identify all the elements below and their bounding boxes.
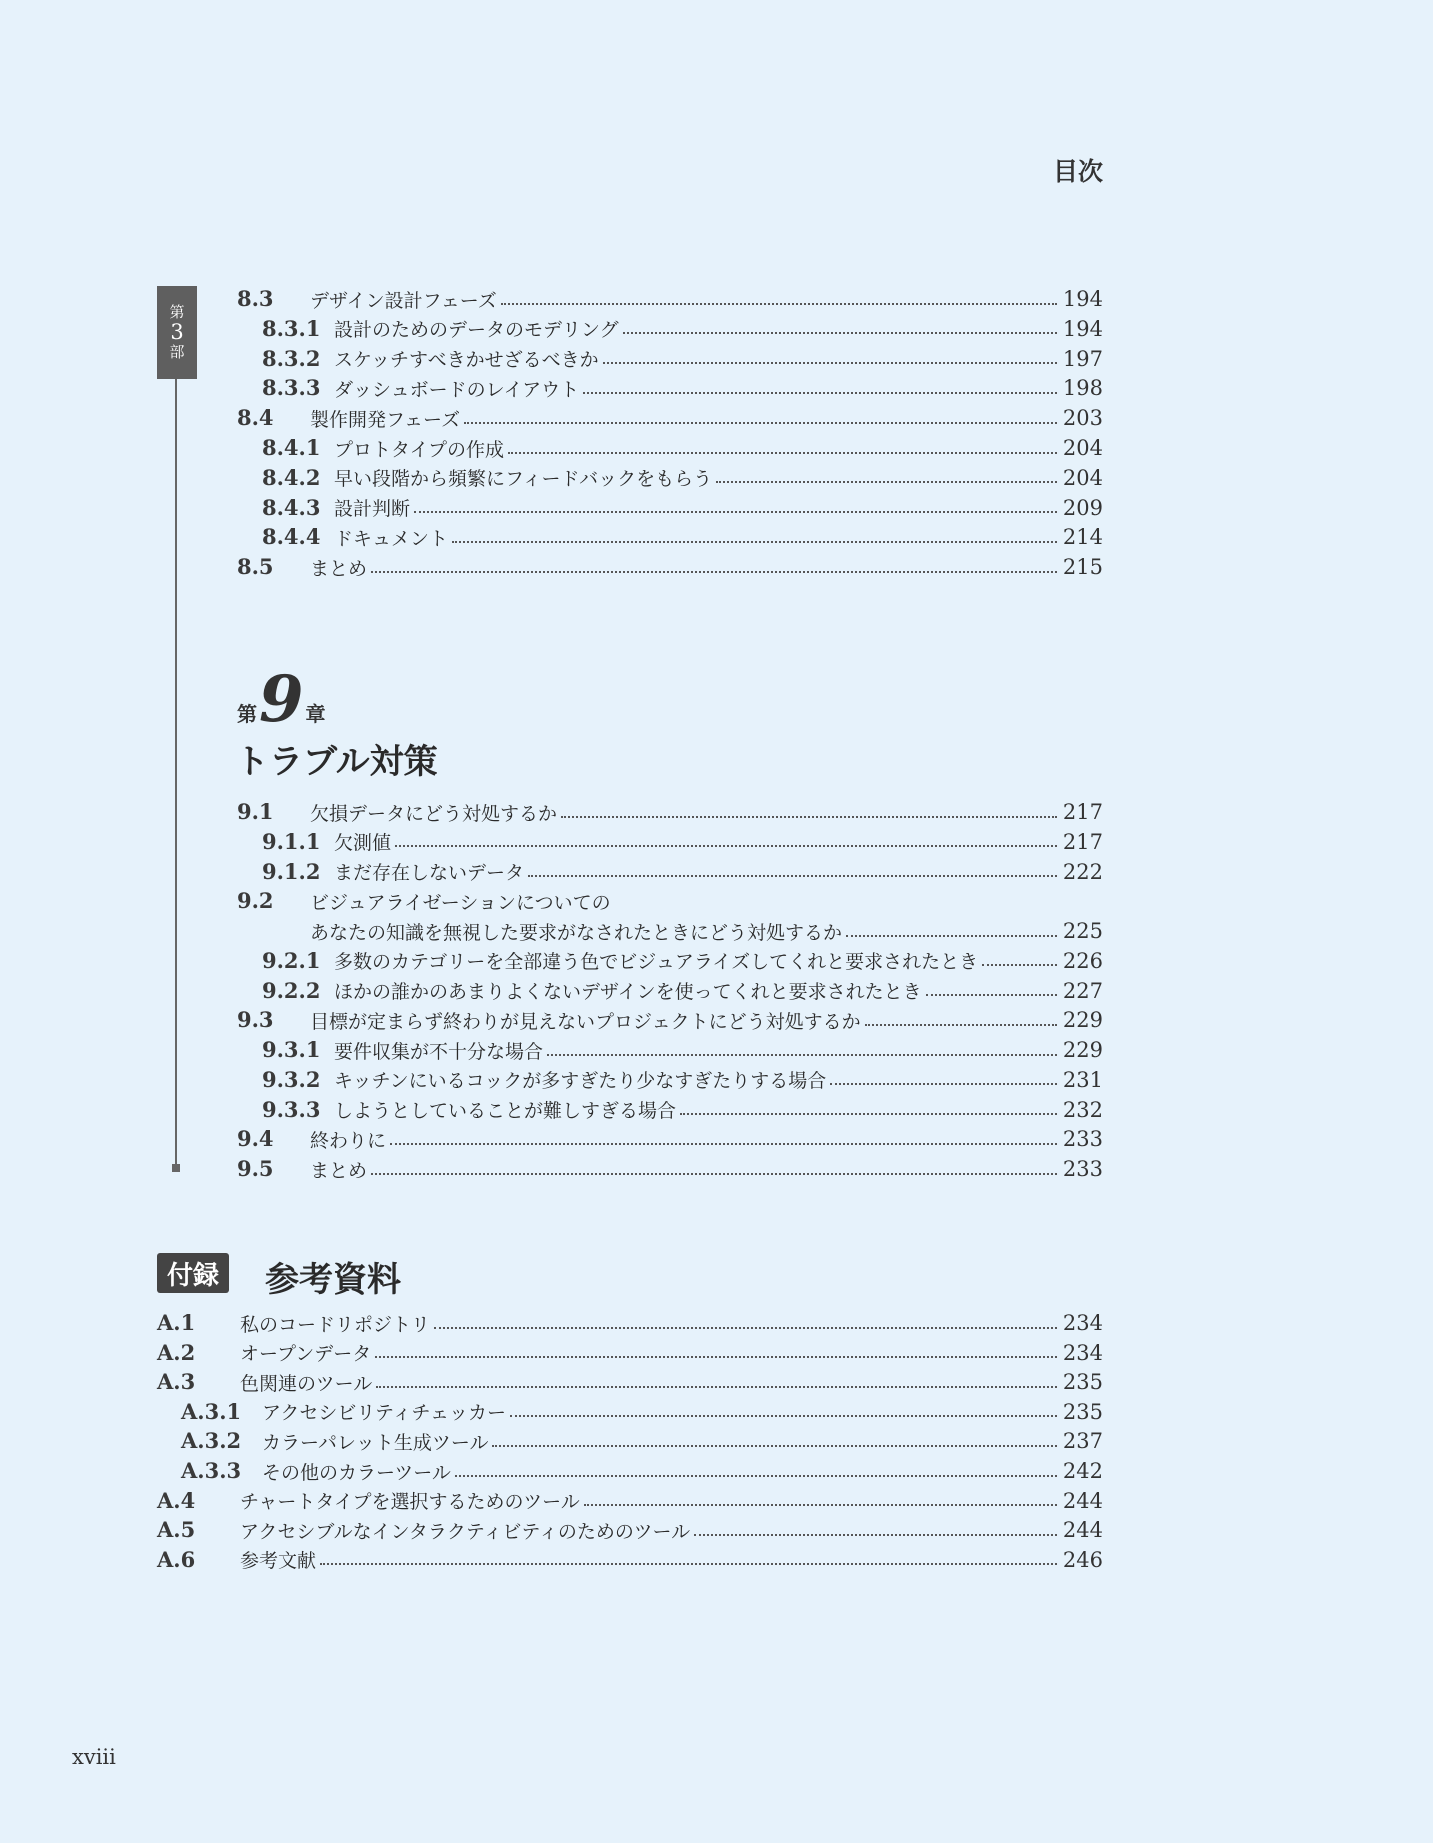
toc-entry[interactable] [0,1515,1433,1545]
toc-leader-dots [694,1534,1057,1536]
toc-entry[interactable] [0,552,1433,582]
toc-entry-title: 色関連のツール [240,1369,376,1396]
toc-entry-title: しようとしていることが難しすぎる場合 [334,1096,680,1123]
toc-entry[interactable] [0,1095,1433,1125]
toc-leader-dots [865,1024,1057,1026]
toc-entry-number: A.3.1 [181,1398,242,1424]
toc-entry[interactable] [0,1154,1433,1184]
chapter-title: トラブル対策 [235,742,438,782]
toc-leader-dots [434,1327,1057,1329]
toc-entry-number: A.6 [157,1546,196,1572]
toc-entry-page: 203 [1062,406,1103,431]
toc-entry[interactable] [0,886,1433,916]
toc-entry-number: A.3.3 [181,1458,242,1483]
toc-leader-dots [371,571,1057,573]
toc-entry-title: まだ存在しないデータ [334,858,528,885]
toc-entry-title: あなたの知識を無視した要求がなされたときにどう対処するか [310,918,846,945]
toc-leader-dots [395,845,1057,847]
toc-entry-title: 早い段階から頻繁にフィードバックをもらう [334,464,716,491]
toc-leader-dots [680,1113,1057,1115]
toc-leader-dots [390,1143,1057,1145]
toc-entry-page: 234 [1062,1311,1103,1335]
toc-leader-dots [508,452,1057,454]
toc-entry-title: アクセシビリティチェッカー [262,1398,510,1425]
toc-entry-number: 8.4.2 [262,464,321,490]
toc-leader-dots [583,392,1057,394]
toc-entry[interactable] [0,916,1433,946]
toc-leader-dots [603,362,1057,364]
toc-entry-number: 8.5 [237,554,274,580]
toc-entry-number: 9.1.1 [262,828,321,854]
toc-entry-page: 234 [1062,1340,1103,1365]
toc-entry-page: 229 [1062,1038,1103,1062]
toc-entry-title: 欠測値 [334,828,395,855]
toc-entry-number: 8.3.3 [262,375,321,401]
toc-entry-page: 227 [1062,978,1103,1003]
toc-entry[interactable] [0,1397,1433,1427]
toc-entry-title: ビジュアライゼーションについての [310,892,611,915]
toc-entry[interactable] [0,403,1433,433]
toc-entry[interactable] [0,1035,1433,1065]
toc-entry[interactable] [0,522,1433,552]
toc-leader-dots [376,1386,1057,1388]
toc-entry-title: 要件収集が不十分な場合 [334,1037,547,1064]
toc-entry[interactable] [0,493,1433,523]
page-folio: xviii [72,1745,116,1769]
toc-entry[interactable] [0,1367,1433,1397]
toc-entry-title: 設計判断 [334,494,414,521]
toc-entry-title: まとめ [310,1156,371,1183]
toc-entry[interactable] [0,1005,1433,1035]
toc-entry-page: 231 [1062,1067,1103,1092]
toc-entry-page: 235 [1062,1399,1103,1424]
toc-entry-page: 204 [1062,465,1103,490]
toc-entry-title: アクセシブルなインタラクティビティのためのツール [240,1517,694,1544]
toc-leader-dots [584,1504,1057,1506]
toc-entry-page: 215 [1062,555,1103,580]
toc-entry-page: 235 [1062,1370,1103,1395]
toc-leader-dots [501,303,1057,305]
toc-entry-title: ドキュメント [334,524,452,551]
toc-leader-dots [547,1054,1057,1056]
toc-leader-dots [982,964,1057,966]
toc-entry-title: ダッシュボードのレイアウト [334,375,583,402]
toc-entry-page: 214 [1062,525,1103,550]
toc-entry[interactable] [0,1124,1433,1154]
toc-entry[interactable] [0,373,1433,403]
toc-entry-title: 欠損データにどう対処するか [310,799,561,826]
toc-entry-number: 9.4 [237,1126,274,1152]
toc-entry[interactable] [0,1486,1433,1516]
toc-entry-title: その他のカラーツール [262,1458,455,1485]
toc-entry-title: スケッチすべきかせざるべきか [334,345,603,372]
toc-entry-number: 9.3.3 [262,1096,321,1122]
toc-entry-title: 終わりに [310,1126,390,1153]
toc-entry-page: 229 [1062,1008,1103,1033]
toc-entry-number: 9.3.2 [262,1066,321,1092]
toc-entry-number: 8.3 [237,286,274,311]
toc-entry-number: 9.2.2 [262,977,321,1003]
toc-entry[interactable] [0,976,1433,1006]
toc-leader-dots [375,1356,1057,1358]
toc-entry-page: 225 [1062,919,1103,943]
toc-entry-number: 8.4 [237,405,274,431]
toc-leader-dots [452,541,1057,543]
toc-entry[interactable] [0,857,1433,887]
chapter-number: 9 [259,662,304,737]
toc-entry[interactable] [0,284,1433,314]
toc-leader-dots [492,1445,1056,1447]
toc-entry[interactable] [0,1456,1433,1486]
toc-entry-number: A.3 [157,1369,196,1395]
toc-entry-title: 目標が定まらず終わりが見えないプロジェクトにどう対処するか [310,1007,865,1034]
toc-entry-page: 217 [1062,800,1103,824]
toc-entry-number: A.3.2 [181,1428,242,1454]
toc-entry-page: 209 [1062,495,1103,520]
toc-entry-title: カラーパレット生成ツール [262,1428,492,1455]
toc-entry-page: 226 [1062,948,1103,973]
toc-entry-page: 246 [1062,1547,1103,1572]
toc-leader-dots [528,875,1057,877]
appendix-badge: 付録 [157,1253,229,1293]
part-tab-suffix: 部 [169,343,185,362]
toc-entry[interactable] [0,946,1433,976]
toc-entry-number: 8.4.4 [262,524,321,550]
toc-entry-page: 217 [1062,829,1103,854]
toc-entry-number: A.2 [157,1339,196,1365]
toc-entry-page: 194 [1062,316,1103,341]
toc-entry-number: A.1 [157,1310,196,1335]
toc-entry-title: まとめ [310,554,371,581]
toc-entry[interactable] [0,1338,1433,1368]
part-tab-prefix: 第 [169,303,185,322]
toc-entry-number: 8.4.3 [262,494,321,520]
toc-entry-title: 製作開発フェーズ [310,405,464,432]
toc-entry[interactable] [0,1065,1433,1095]
toc-entry-number: A.5 [157,1517,196,1543]
toc-leader-dots [464,422,1057,424]
toc-entry-page: 198 [1062,376,1103,401]
toc-entry[interactable] [0,797,1433,827]
toc-entry-title: ほかの誰かのあまりよくないデザインを使ってくれと要求されたとき [334,977,926,1004]
toc-entry-number: 9.1 [237,799,274,824]
toc-leader-dots [414,511,1057,513]
toc-leader-dots [510,1415,1057,1417]
toc-entry-page: 222 [1062,859,1103,884]
toc-leader-dots [561,816,1057,818]
toc-entry-title: 多数のカテゴリーを全部違う色でビジュアライズしてくれと要求されたとき [334,947,982,974]
toc-leader-dots [846,935,1057,937]
toc-entry-page: 232 [1062,1097,1103,1122]
toc-entry-page: 233 [1062,1157,1103,1181]
toc-entry-page: 194 [1062,287,1103,311]
toc-entry-number: 9.3.1 [262,1037,321,1062]
toc-entry-number: 9.5 [237,1156,274,1181]
toc-entry-page: 244 [1062,1488,1103,1513]
toc-entry[interactable] [0,314,1433,344]
toc-entry-title: 私のコードリポジトリ [240,1310,434,1337]
toc-entry-page: 244 [1062,1518,1103,1543]
toc-entry-page: 242 [1062,1459,1103,1483]
toc-entry-number: 8.3.1 [262,315,321,341]
toc-entry-title: チャートタイプを選択するためのツール [240,1487,584,1514]
toc-entry-number: 9.3 [237,1007,274,1033]
chapter-prefix: 第 [237,702,257,726]
toc-entry[interactable] [0,1545,1433,1575]
toc-leader-dots [716,481,1057,483]
toc-entry-number: 9.2.1 [262,947,321,973]
chapter-heading [237,662,326,737]
toc-entry-title: デザイン設計フェーズ [310,286,501,313]
toc-entry-title: プロトタイプの作成 [334,435,508,462]
toc-entry[interactable] [0,344,1433,374]
toc-entry[interactable] [0,1426,1433,1456]
running-head: 目次 [1052,157,1103,186]
toc-entry-title: 設計のためのデータのモデリング [334,315,623,342]
toc-entry-page: 197 [1062,346,1103,371]
toc-entry-title: キッチンにいるコックが多すぎたり少なすぎたりする場合 [334,1066,830,1093]
toc-entry-number: 8.4.1 [262,435,321,460]
toc-entry-number: A.4 [157,1487,196,1513]
part-tab-number: 3 [170,319,184,344]
toc-entry-page: 204 [1062,436,1103,460]
toc-entry[interactable] [0,827,1433,857]
toc-entry-page: 233 [1062,1127,1103,1152]
toc-entry-number: 9.2 [237,888,274,914]
toc-entry-title: 参考文献 [240,1546,320,1573]
toc-leader-dots [623,332,1057,334]
toc-entry-number: 9.1.2 [262,858,321,884]
toc-entry[interactable] [0,463,1433,493]
toc-entry-title: オープンデータ [240,1339,375,1366]
toc-leader-dots [926,994,1057,996]
toc-leader-dots [455,1475,1057,1477]
toc-entry-number: 8.3.2 [262,345,321,371]
toc-leader-dots [320,1563,1057,1565]
toc-leader-dots [830,1083,1057,1085]
toc-entry[interactable] [0,433,1433,463]
appendix-title: 参考資料 [265,1260,401,1300]
toc-leader-dots [371,1173,1057,1175]
toc-entry[interactable] [0,1308,1433,1338]
toc-entry-page: 237 [1062,1429,1103,1454]
chapter-suffix: 章 [305,702,326,726]
